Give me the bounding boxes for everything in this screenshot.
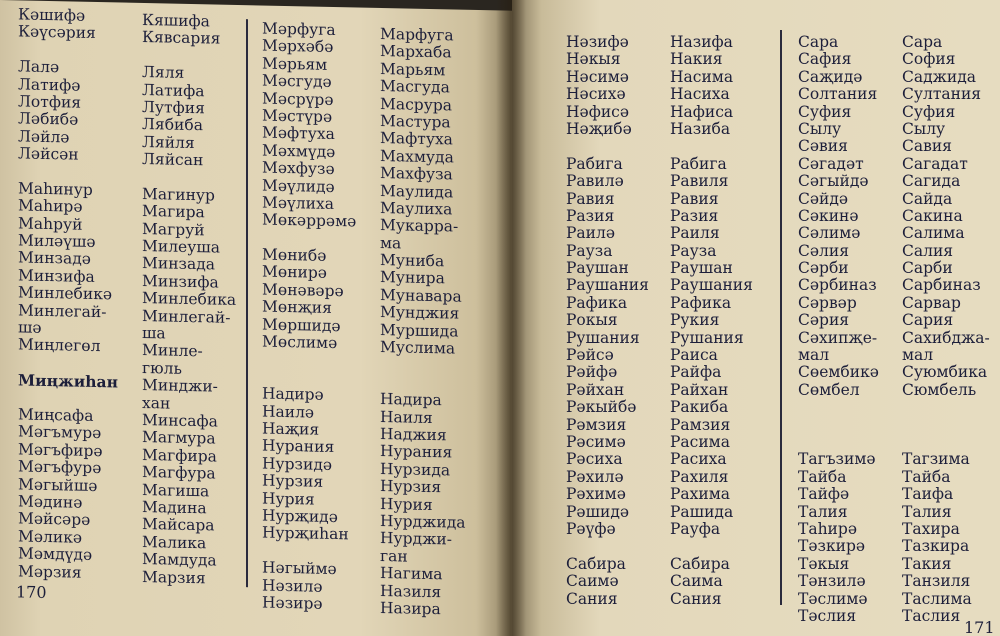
name-entry: ша bbox=[142, 324, 166, 343]
name-entry: Ләйлә bbox=[18, 127, 70, 147]
name-entry: Нәсихә bbox=[566, 85, 626, 104]
name-entry: Нурзидә bbox=[262, 454, 333, 474]
name-entry: Рәкыйбә bbox=[566, 398, 637, 417]
name-entry: Лотфия bbox=[18, 92, 82, 112]
name-entry: Насиха bbox=[670, 85, 730, 104]
name-entry: Тазкира bbox=[902, 537, 970, 556]
name-entry: Рушания bbox=[566, 328, 640, 347]
name-entry: Мәүлиха bbox=[262, 193, 334, 213]
left-russian-names-column-2 bbox=[380, 26, 465, 619]
name-entry: Минзада bbox=[142, 254, 216, 274]
name-entry: Мәликә bbox=[18, 527, 83, 547]
name-entry: Тайба bbox=[798, 467, 847, 486]
name-entry: Марзия bbox=[142, 567, 206, 587]
name-entry: Маhирә bbox=[18, 196, 83, 217]
blank-line bbox=[902, 434, 990, 451]
name-entry: Рабига bbox=[670, 154, 727, 173]
book-gutter bbox=[496, 0, 526, 636]
name-entry: Рушания bbox=[670, 328, 744, 347]
name-entry: Магмура bbox=[142, 428, 216, 448]
name-entry: Рәйхан bbox=[566, 380, 625, 399]
name-entry: Рәмзия bbox=[566, 415, 627, 434]
name-entry: Мәйсәрә bbox=[18, 509, 91, 530]
right-page bbox=[512, 0, 1000, 636]
name-entry: Раилә bbox=[566, 224, 616, 243]
name-entry: София bbox=[902, 50, 956, 69]
name-entry: Солтания bbox=[798, 85, 878, 104]
left-tatar-names-column-2 bbox=[262, 20, 356, 613]
name-entry: Сафия bbox=[798, 50, 852, 69]
name-entry: Накия bbox=[670, 50, 723, 69]
name-entry: Муниба bbox=[380, 251, 445, 271]
name-entry: Магиша bbox=[142, 480, 210, 500]
name-entry: Раушания bbox=[566, 276, 649, 295]
name-entry: Сәлимә bbox=[798, 224, 861, 243]
name-entry: Саимә bbox=[566, 572, 619, 591]
name-entry: Тәслия bbox=[798, 606, 857, 625]
name-entry: Масрура bbox=[380, 94, 452, 115]
name-entry: Нәҗибә bbox=[566, 119, 632, 138]
name-entry: Сагида bbox=[902, 172, 961, 191]
name-entry: Мәгъмурә bbox=[18, 422, 102, 443]
name-entry: Мөнәвәрә bbox=[262, 280, 344, 301]
name-entry: Равиля bbox=[670, 172, 729, 191]
name-entry: Мафтуха bbox=[380, 129, 453, 149]
name-entry: Раиля bbox=[670, 224, 720, 243]
name-entry: Мәфтуха bbox=[262, 123, 335, 144]
name-entry: Ләбибә bbox=[18, 109, 79, 129]
name-entry: Сөембикә bbox=[798, 363, 879, 382]
name-entry: Сәгыйдә bbox=[798, 172, 869, 191]
name-entry: Мадина bbox=[142, 497, 207, 518]
name-entry: Марьям bbox=[380, 59, 446, 80]
name-entry: Рамзия bbox=[670, 415, 731, 434]
name-entry: Мәхфузә bbox=[262, 158, 335, 179]
name-entry: мал bbox=[902, 346, 934, 365]
name-entry: Лябиба bbox=[142, 115, 203, 135]
name-entry: Нурия bbox=[262, 489, 315, 509]
name-entry: Сайда bbox=[902, 189, 953, 208]
name-entry: Минлебикә bbox=[18, 283, 113, 304]
name-entry: Сәрбиназ bbox=[798, 276, 877, 295]
name-entry: Минлегай- bbox=[18, 301, 107, 321]
name-entry: Мамдуда bbox=[142, 550, 217, 570]
name-entry: Сахибджа- bbox=[902, 328, 990, 347]
name-entry: Салима bbox=[902, 224, 965, 243]
name-entry: Таифа bbox=[902, 485, 954, 504]
name-entry: Сылу bbox=[902, 119, 946, 138]
name-entry: Рахиля bbox=[670, 467, 729, 486]
name-entry: Назиля bbox=[380, 581, 442, 601]
name-entry: Разия bbox=[566, 206, 615, 225]
name-entry: Раушан bbox=[566, 259, 629, 278]
name-entry: Сарби bbox=[902, 259, 953, 278]
name-entry: Мархаба bbox=[380, 42, 452, 62]
name-entry: Райхан bbox=[670, 380, 729, 399]
name-entry: Миләүшә bbox=[18, 231, 96, 252]
name-entry: Нурзия bbox=[380, 477, 442, 497]
name-entry: Рахима bbox=[670, 485, 731, 504]
name-entry: Тагзима bbox=[902, 450, 970, 469]
name-entry: Малика bbox=[142, 532, 207, 553]
name-entry: Сара bbox=[798, 33, 839, 51]
name-entry: Миңлегөл bbox=[18, 335, 101, 356]
name-entry: Тахира bbox=[902, 519, 960, 538]
name-entry: Махмуда bbox=[380, 146, 454, 167]
page-number-left: 170 bbox=[16, 582, 47, 602]
name-entry: Мастура bbox=[380, 111, 451, 132]
name-entry: Мәрхәбә bbox=[262, 36, 334, 57]
name-entry: Суфия bbox=[798, 102, 852, 121]
name-entry: Ләйсән bbox=[18, 144, 79, 164]
name-entry: Тәзкирә bbox=[798, 537, 866, 556]
name-entry: Муслима bbox=[380, 337, 456, 358]
name-entry: Назиба bbox=[670, 119, 731, 138]
name-entry: Насима bbox=[670, 67, 734, 86]
name-entry: Ракиба bbox=[670, 398, 729, 417]
blank-line bbox=[902, 399, 990, 416]
name-entry: Латифа bbox=[142, 80, 205, 100]
name-entry: Талия bbox=[798, 502, 848, 521]
name-entry: Мәстүрә bbox=[262, 106, 333, 126]
name-entry: Сарбиназ bbox=[902, 276, 981, 295]
name-entry: Нәсимә bbox=[566, 67, 629, 86]
name-entry: Мәгъфурә bbox=[18, 457, 102, 478]
name-entry: Сәрвәр bbox=[798, 293, 857, 312]
name-entry: хан bbox=[142, 393, 171, 413]
name-entry: Рәйсә bbox=[566, 346, 614, 365]
name-entry: Мөслимә bbox=[262, 332, 338, 353]
name-entry: Нурания bbox=[380, 442, 453, 462]
name-entry: Минлегай- bbox=[142, 306, 231, 327]
name-entry: Рашида bbox=[670, 502, 734, 521]
blank-line bbox=[798, 399, 879, 416]
name-entry: Сагадат bbox=[902, 154, 968, 173]
name-entry: Нәгыймә bbox=[262, 558, 337, 579]
name-entry: Муршида bbox=[380, 320, 459, 341]
name-entry: Кяшифа bbox=[142, 10, 210, 31]
name-entry: Латифә bbox=[18, 74, 81, 95]
page-number-right: 171 bbox=[964, 618, 995, 636]
blank-line bbox=[566, 138, 649, 155]
name-entry: Таслия bbox=[902, 606, 961, 625]
blank-line bbox=[798, 434, 879, 451]
name-entry: Минлебика bbox=[142, 289, 237, 310]
name-entry: Маулиха bbox=[380, 198, 453, 219]
name-entry: Сакина bbox=[902, 206, 963, 225]
right-tatar-names-column-1 bbox=[566, 34, 649, 608]
name-entry: Рәхимә bbox=[566, 485, 626, 504]
name-entry: Нагима bbox=[380, 564, 443, 584]
name-entry: Мәгъфирә bbox=[18, 440, 103, 460]
name-entry: Нурзида bbox=[380, 459, 451, 480]
blank-line bbox=[670, 138, 753, 155]
right-russian-names-column-2 bbox=[902, 34, 990, 625]
blank-line bbox=[798, 417, 879, 434]
name-entry: Сәйдә bbox=[798, 189, 849, 208]
name-entry: Мәрфуга bbox=[262, 19, 336, 40]
name-entry: гюль bbox=[142, 358, 182, 378]
name-entry: Минле- bbox=[142, 341, 203, 361]
name-entry: Салия bbox=[902, 241, 954, 260]
name-entry: Рәсимә bbox=[566, 432, 626, 451]
name-entry: Магфура bbox=[142, 463, 216, 483]
name-entry: Нәзифә bbox=[566, 33, 629, 51]
left-russian-names-column-1 bbox=[142, 12, 236, 588]
name-entry: Мөнҗия bbox=[262, 297, 332, 318]
name-entry: Магира bbox=[142, 202, 205, 222]
name-entry: Сәрия bbox=[798, 311, 850, 330]
name-entry: Мәсрүрә bbox=[262, 89, 334, 109]
name-entry: Мөнибә bbox=[262, 245, 327, 265]
name-entry: Минзадә bbox=[18, 248, 91, 269]
name-entry: Мөнирә bbox=[262, 262, 327, 283]
name-entry: Сания bbox=[670, 589, 722, 608]
name-entry: Сөмбел bbox=[798, 380, 860, 399]
blank-line bbox=[566, 538, 649, 555]
name-entry: Нурджи- bbox=[380, 529, 452, 549]
name-entry: Саима bbox=[670, 572, 723, 591]
name-entry: Нурзия bbox=[262, 471, 324, 491]
name-entry: Магфира bbox=[142, 445, 217, 466]
name-entry: Сәрби bbox=[798, 259, 849, 278]
name-entry: Масгуда bbox=[380, 77, 450, 97]
name-entry: Минджи- bbox=[142, 376, 218, 396]
name-entry: Рәсиха bbox=[566, 450, 623, 469]
name-entry: Сания bbox=[566, 589, 618, 608]
name-entry: Саҗидә bbox=[798, 67, 863, 86]
name-entry: Рауза bbox=[670, 241, 717, 260]
name-entry: Лалә bbox=[18, 57, 60, 77]
name-entry: Сәкинә bbox=[798, 206, 859, 225]
name-entry: Махфуза bbox=[380, 164, 453, 184]
name-entry: Нафиса bbox=[670, 102, 734, 121]
column-divider bbox=[780, 30, 782, 605]
name-entry: Равилә bbox=[566, 172, 624, 191]
name-entry: Ляля bbox=[142, 63, 185, 83]
name-entry: Расима bbox=[670, 432, 730, 451]
name-entry: Мәүлидә bbox=[262, 176, 335, 196]
name-entry: Мәсгудә bbox=[262, 71, 332, 92]
name-entry: Нәзирә bbox=[262, 593, 323, 613]
name-entry: Мәдинә bbox=[18, 492, 83, 512]
name-entry: Надирә bbox=[262, 384, 324, 404]
name-entry: Мукарра- bbox=[380, 216, 459, 236]
name-entry: Рәүфә bbox=[566, 519, 616, 538]
name-entry: Мәмдүдә bbox=[18, 544, 93, 565]
name-entry: мал bbox=[798, 346, 830, 365]
name-entry: Равия bbox=[670, 189, 719, 208]
name-entry: Кәшифә bbox=[18, 5, 86, 25]
name-entry: Тайфә bbox=[798, 485, 850, 504]
name-entry: Разия bbox=[670, 206, 719, 225]
name-entry: Тәнзилә bbox=[798, 572, 866, 591]
name-entry: Раушания bbox=[670, 276, 753, 295]
name-entry: Мәрзия bbox=[18, 561, 82, 582]
name-entry: Ляйсан bbox=[142, 150, 204, 170]
name-entry: Расиха bbox=[670, 450, 727, 469]
name-entry: Нәфисә bbox=[566, 102, 630, 121]
blank-line bbox=[380, 356, 465, 375]
name-entry: Сәгадәт bbox=[798, 154, 864, 173]
name-entry: Нурия bbox=[380, 494, 433, 514]
name-entry: Суфия bbox=[902, 102, 956, 121]
blank-line bbox=[670, 538, 753, 555]
name-entry: Мунджия bbox=[380, 303, 460, 323]
name-entry: Раушан bbox=[670, 259, 733, 278]
name-entry: Тагъзимә bbox=[798, 450, 876, 469]
name-entry: Мунавара bbox=[380, 285, 462, 306]
name-entry: Сара bbox=[902, 33, 943, 51]
name-entry: Мәрьям bbox=[262, 54, 328, 74]
name-entry: ган bbox=[380, 546, 408, 566]
name-entry: Рабига bbox=[566, 154, 623, 173]
name-entry: Таслима bbox=[902, 589, 972, 608]
name-entry: Нәзилә bbox=[262, 575, 323, 596]
right-tatar-names-column-2 bbox=[798, 34, 879, 625]
left-tatar-names-column-1 bbox=[18, 6, 118, 582]
name-entry: Савия bbox=[902, 137, 952, 156]
name-entry: Саджида bbox=[902, 67, 977, 86]
name-entry: Рафика bbox=[566, 293, 628, 312]
name-entry: Султания bbox=[902, 85, 982, 104]
name-entry: Маулида bbox=[380, 181, 454, 202]
blank-line bbox=[902, 417, 990, 434]
name-entry: Рауза bbox=[566, 241, 613, 260]
name-entry: Сарвар bbox=[902, 293, 961, 312]
name-entry: Лутфия bbox=[142, 97, 205, 118]
name-entry: Нурҗиhан bbox=[262, 523, 349, 544]
name-entry: Сюмбель bbox=[902, 380, 977, 399]
name-entry: Рәхилә bbox=[566, 467, 624, 486]
name-entry: Мөршидә bbox=[262, 315, 341, 335]
name-entry: Майсара bbox=[142, 515, 215, 535]
name-entry: Сәхипҗе- bbox=[798, 328, 878, 347]
name-entry: Сәвия bbox=[798, 137, 848, 156]
name-entry: Наиля bbox=[380, 407, 433, 427]
name-entry: Тәкыя bbox=[798, 554, 850, 573]
name-entry: Маhруй bbox=[18, 214, 83, 234]
name-entry: Сәлия bbox=[798, 241, 849, 260]
name-entry: Сабира bbox=[670, 554, 730, 573]
name-entry: шә bbox=[18, 318, 42, 337]
name-entry: Тәслимә bbox=[798, 589, 868, 608]
name-entry: Сария bbox=[902, 311, 954, 330]
name-entry: Минсафа bbox=[142, 410, 218, 431]
name-entry: Рәшидә bbox=[566, 502, 630, 521]
name-entry: Сылу bbox=[798, 119, 842, 138]
column-divider bbox=[246, 19, 248, 587]
right-russian-names-column-1 bbox=[670, 34, 753, 608]
name-entry: Маhинур bbox=[18, 179, 93, 199]
name-entry: Рауфа bbox=[670, 519, 721, 538]
name-entry: Таhирә bbox=[798, 519, 857, 538]
name-entry: Миңсафа bbox=[18, 405, 94, 425]
blank-line bbox=[262, 351, 356, 370]
name-entry: Наилә bbox=[262, 402, 315, 422]
name-entry: Сабира bbox=[566, 554, 626, 573]
name-entry: Кәүсәрия bbox=[18, 22, 96, 43]
name-entry: Магруй bbox=[142, 219, 205, 239]
name-entry: Танзиля bbox=[902, 572, 971, 591]
name-entry: Магинур bbox=[142, 184, 215, 205]
name-entry: Тайба bbox=[902, 467, 951, 486]
name-entry: Рафика bbox=[670, 293, 732, 312]
name-entry: Назифа bbox=[670, 33, 733, 51]
name-entry: Рокыя bbox=[566, 311, 618, 330]
name-entry: Милеуша bbox=[142, 237, 220, 257]
name-entry: Талия bbox=[902, 502, 952, 521]
name-entry: Мәхмүдә bbox=[262, 141, 336, 161]
name-entry: Надира bbox=[380, 390, 442, 410]
name-entry: Рәйфә bbox=[566, 363, 618, 382]
name-entry: ма bbox=[380, 233, 402, 253]
name-entry: Миңжиhан bbox=[18, 370, 118, 392]
name-entry: Нурания bbox=[262, 436, 335, 457]
name-entry: Наҗия bbox=[262, 419, 320, 439]
name-entry: Равия bbox=[566, 189, 615, 208]
name-entry: Наджия bbox=[380, 424, 447, 445]
name-entry: Нәкыя bbox=[566, 50, 621, 69]
name-entry: Марфуга bbox=[380, 24, 454, 45]
name-entry: Такия bbox=[902, 554, 952, 573]
name-entry: Райфа bbox=[670, 363, 722, 382]
name-entry: Рукия bbox=[670, 311, 720, 330]
name-entry: Кявсария bbox=[142, 28, 221, 49]
name-entry: Ляйля bbox=[142, 132, 195, 152]
name-entry: Мөкәррәмә bbox=[262, 210, 357, 231]
name-entry: Раиса bbox=[670, 346, 718, 365]
name-entry: Суюмбика bbox=[902, 363, 988, 382]
name-entry: Нурджида bbox=[380, 511, 466, 532]
name-entry: Мәгыйшә bbox=[18, 474, 98, 495]
name-entry: Минзифа bbox=[142, 271, 219, 292]
name-entry: Минзифа bbox=[18, 266, 95, 286]
name-entry: Нурҗидә bbox=[262, 506, 338, 527]
name-entry: Мунира bbox=[380, 268, 445, 288]
name-entry: Назира bbox=[380, 598, 441, 619]
